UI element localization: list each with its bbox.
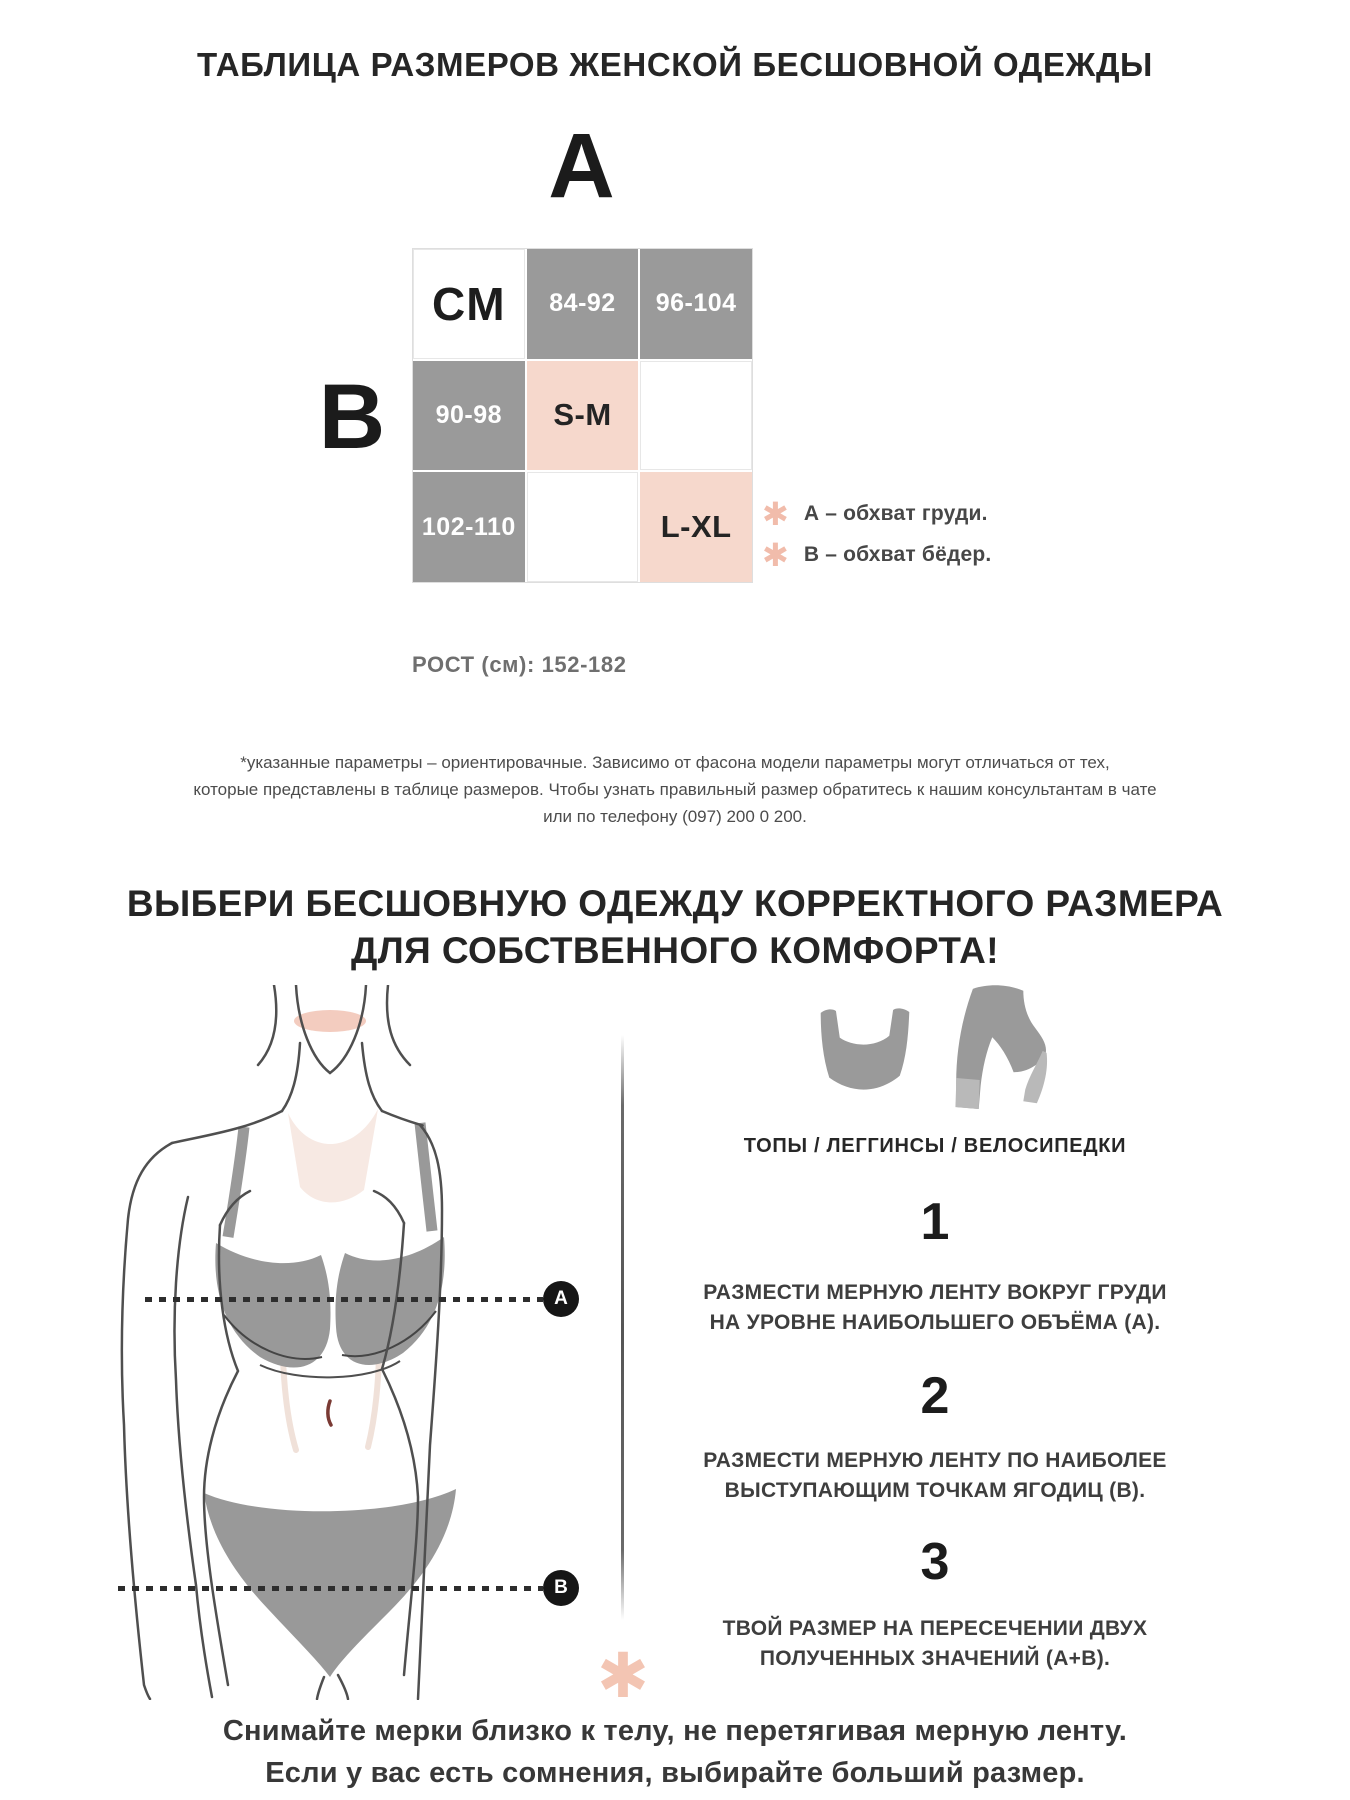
- lips-shape: [294, 1010, 366, 1032]
- bust-measure-line: [145, 1297, 543, 1302]
- step-1-number: 1: [920, 1193, 950, 1251]
- chest-shade: [288, 1109, 378, 1202]
- footer-note: [0, 1710, 1350, 1794]
- guide-title-line2: ДЛЯ СОБСТВЕННОГО КОМФОРТА!: [351, 930, 999, 971]
- height-note: РОСТ (см): 152-182: [412, 652, 627, 677]
- size-cell-empty-2: [527, 472, 639, 582]
- hip-measure-badge: B: [543, 1570, 579, 1606]
- size-cell-bust-2: 96-104: [640, 249, 752, 359]
- legend-label-hips: В – обхват бёдер.: [803, 543, 992, 566]
- bra-strap: [228, 1127, 244, 1237]
- bust-measure-badge: A: [543, 1281, 579, 1317]
- size-cell-empty-1: [640, 361, 752, 471]
- guide-title-line1: ВЫБЕРИ БЕСШОВНУЮ ОДЕЖДУ КОРРЕКТНОГО РАЗМЕРА: [126, 883, 1224, 924]
- footnote-line: или по телефону (097) 200 0 200.: [543, 807, 807, 826]
- size-cell-sm: S-M: [527, 361, 639, 471]
- size-cell-hip-2: 102-110: [413, 472, 525, 582]
- hip-measure-line: [118, 1586, 543, 1591]
- size-cell-bust-1: 84-92: [527, 249, 639, 359]
- sports-bra-icon: [815, 1005, 915, 1097]
- footnote-line: *указанные параметры – ориентировачные. Зависимо от фасона модели параметры могут отличаться от тех,: [240, 753, 1110, 772]
- size-table: [412, 248, 753, 583]
- column-axis-label-a: A: [548, 115, 615, 217]
- garment-icons: [815, 983, 1055, 1111]
- category-label: ТОПЫ / ЛЕГГИНСЫ / ВЕЛОСИПЕДКИ: [743, 1135, 1127, 1157]
- navel-mark: [328, 1401, 331, 1425]
- size-cell-hip-1: 90-98: [413, 361, 525, 471]
- bra-left-cup: [215, 1243, 330, 1368]
- size-cell-lxl: L-XL: [640, 472, 752, 582]
- row-axis-label-b: B: [318, 366, 386, 468]
- step-3-text: ТВОЙ РАЗМЕР НА ПЕРЕСЕЧЕНИИ ДВУХ ПОЛУЧЕННЫХ ЗНАЧЕНИЙ (А+В).: [722, 1617, 1148, 1670]
- step-3-number: 3: [920, 1533, 950, 1591]
- page-title: ТАБЛИЦА РАЗМЕРОВ ЖЕНСКОЙ БЕСШОВНОЙ ОДЕЖДЫ: [197, 46, 1153, 83]
- asterisk-icon: ✱: [597, 1642, 649, 1711]
- footer-line2: Если у вас есть сомнения, выбирайте больший размер.: [265, 1757, 1085, 1789]
- step-2-text: РАЗМЕСТИ МЕРНУЮ ЛЕНТУ ПО НАИБОЛЕЕ ВЫСТУПАЮЩИМ ТОЧКАМ ЯГОДИЦ (В).: [703, 1449, 1167, 1502]
- size-cell-unit: CM: [413, 249, 525, 359]
- legend-label-bust: А – обхват груди.: [803, 502, 988, 525]
- footnote: [0, 749, 1350, 830]
- footnote-line: которые представлены в таблице размеров. Чтобы узнать правильный размер обратитесь к нашим консультантам в чате: [193, 780, 1157, 799]
- legend-item-hips: [762, 537, 992, 573]
- table-legend: [762, 496, 992, 581]
- instructions-column: [645, 983, 1225, 1674]
- vertical-divider-line: [621, 1035, 624, 1620]
- asterisk-icon: ✱: [762, 537, 789, 573]
- asterisk-icon: ✱: [762, 496, 789, 532]
- footer-line1: Снимайте мерки близко к телу, не перетягивая мерную ленту.: [222, 1715, 1128, 1747]
- legend-item-bust: [762, 496, 991, 532]
- leggings-icon: [947, 983, 1055, 1111]
- step-1-text: РАЗМЕСТИ МЕРНУЮ ЛЕНТУ ВОКРУГ ГРУДИ НА УРОВНЕ НАИБОЛЬШЕГО ОБЪЁМА (А).: [703, 1281, 1167, 1334]
- guide-title: [0, 880, 1350, 974]
- step-2-number: 2: [920, 1367, 950, 1425]
